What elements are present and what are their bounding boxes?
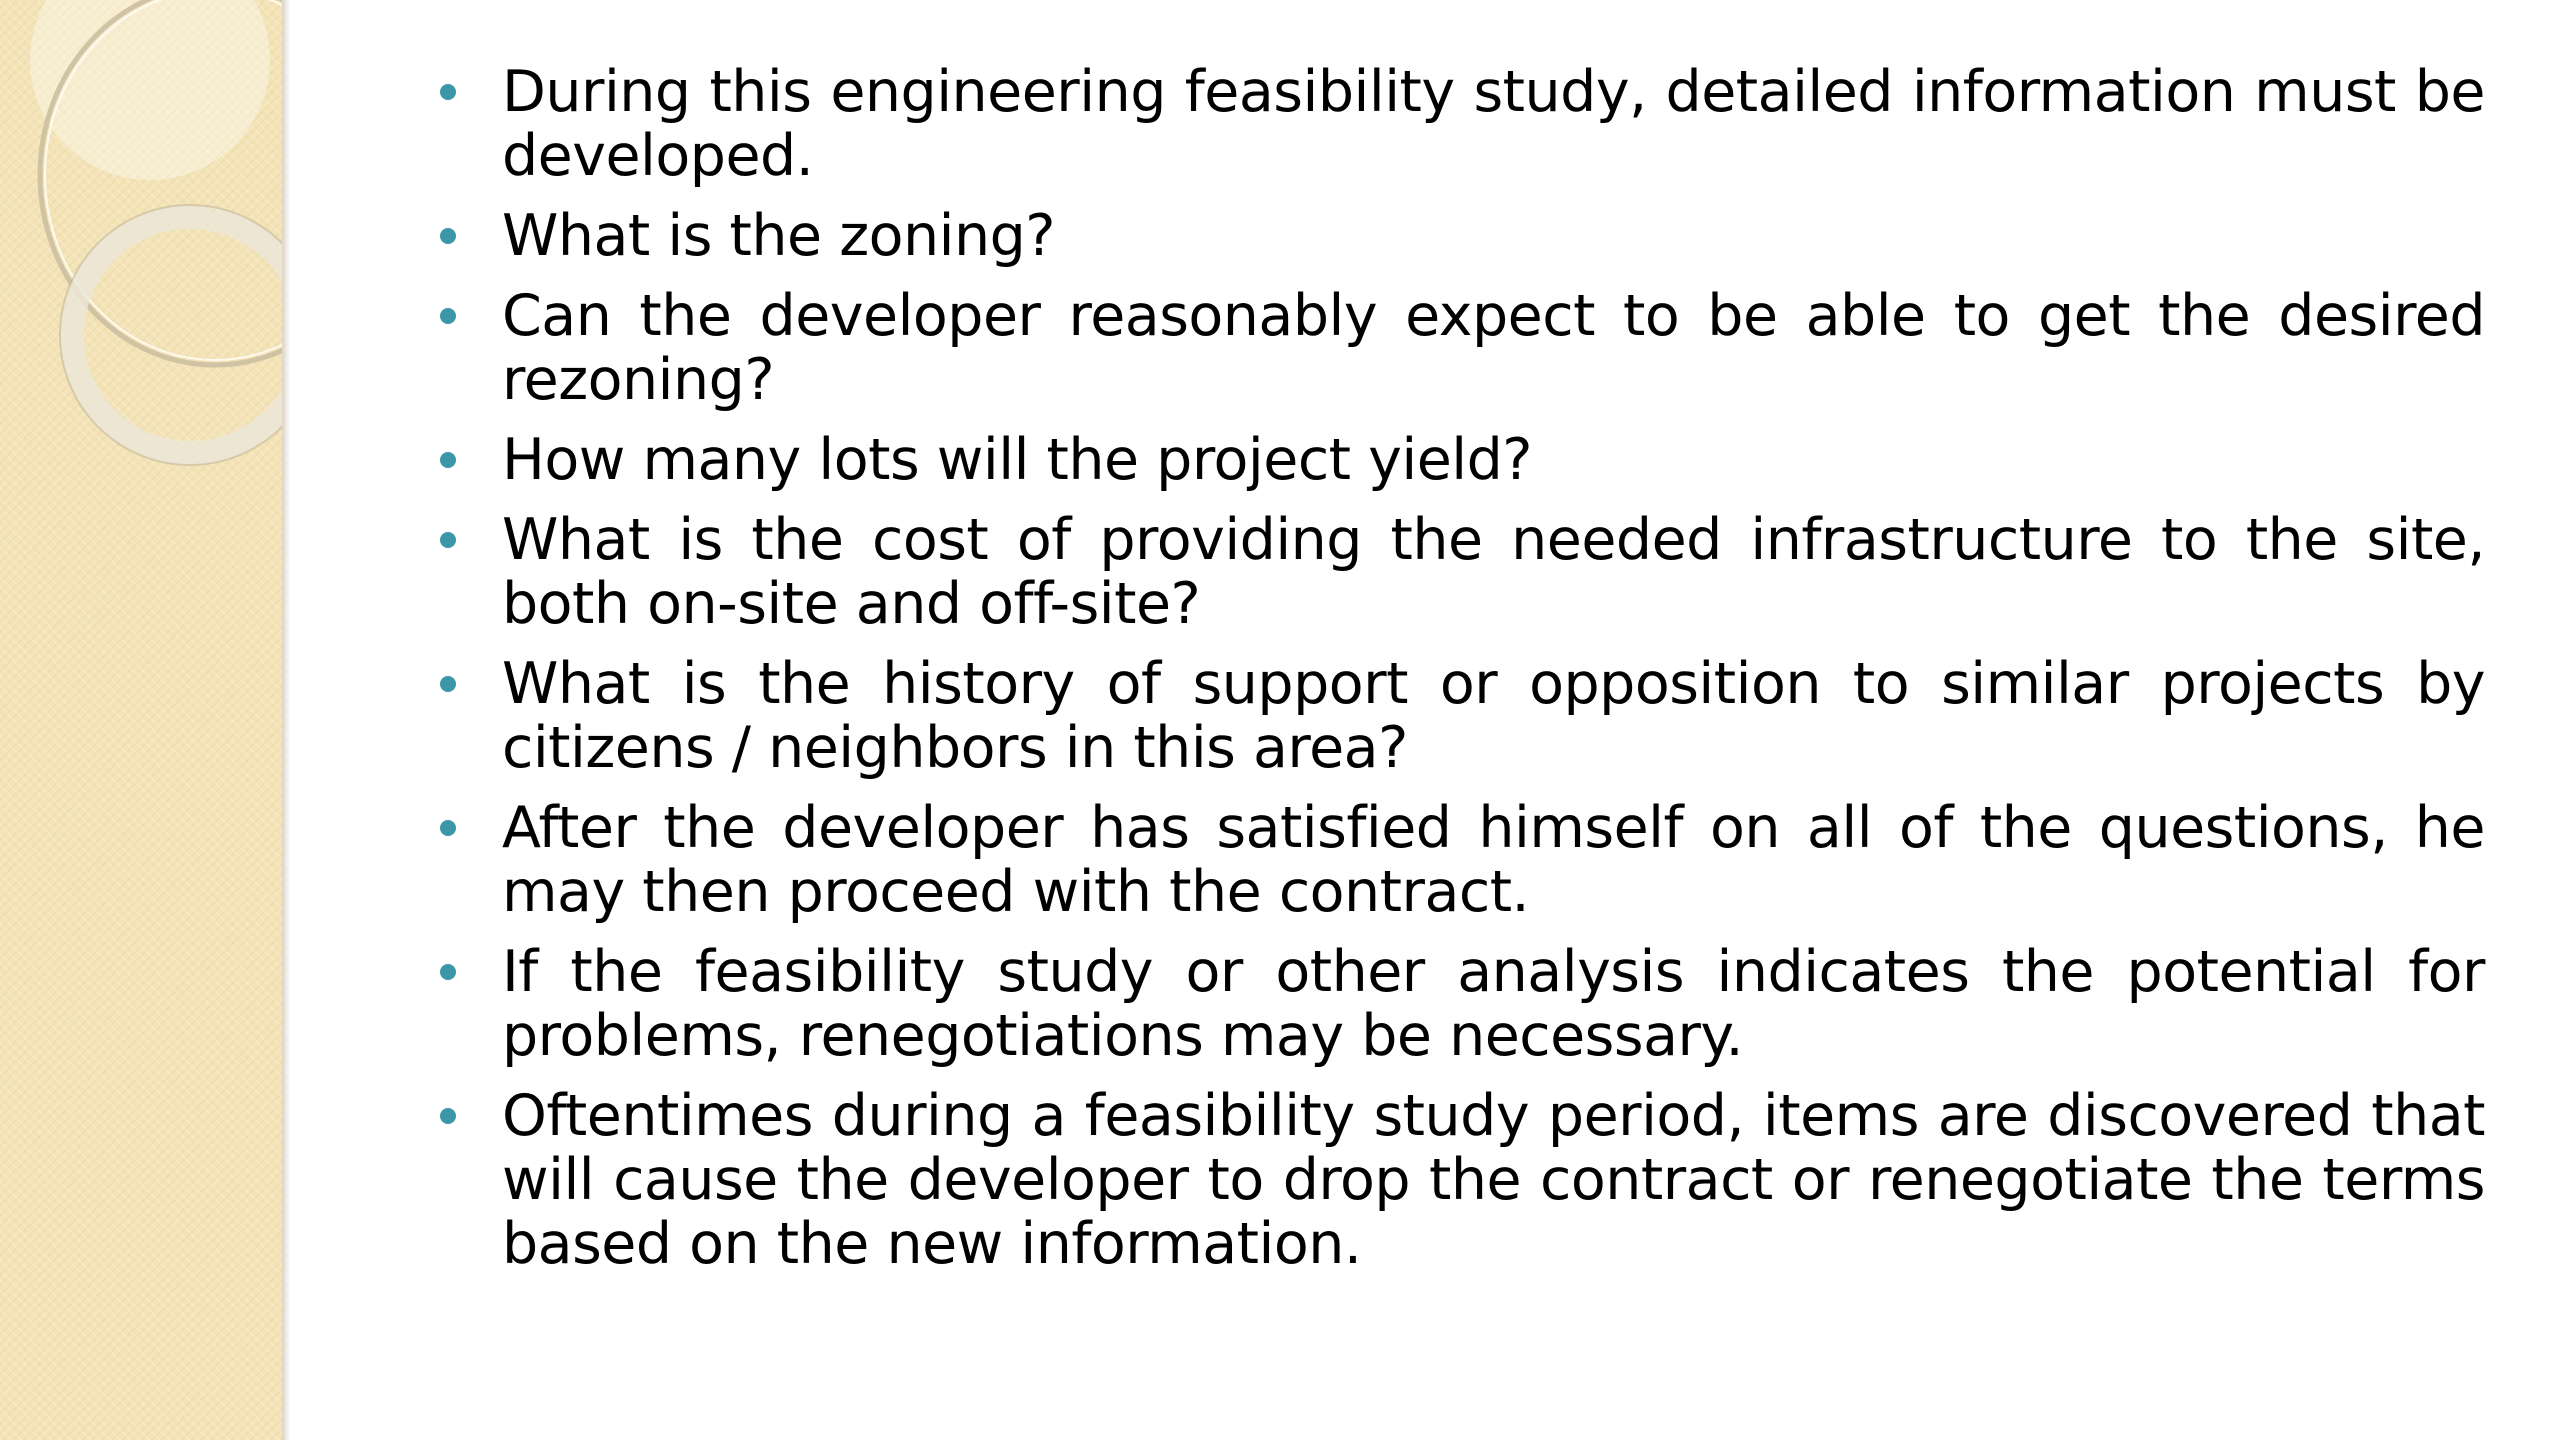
bullet-dot-icon	[440, 84, 456, 100]
bullet-item	[440, 60, 2485, 188]
bullet-item	[440, 1084, 2485, 1276]
bullet-text: After the developer has satisfied himself on all of the questions, he may then proceed with the contract.	[502, 795, 2485, 925]
bullet-text: What is the cost of providing the needed infrastructure to the site, both on-site and off-site?	[502, 507, 2485, 637]
bullet-text: What is the zoning?	[502, 203, 1056, 269]
bullet-dot-icon	[440, 964, 456, 980]
slide-content	[440, 60, 2485, 1292]
bullet-text: During this engineering feasibility study, detailed information must be developed.	[502, 59, 2485, 189]
bullet-text: How many lots will the project yield?	[502, 427, 1533, 493]
ring-ornament	[0, 0, 282, 520]
bullet-item	[440, 284, 2485, 412]
bullet-item	[440, 940, 2485, 1068]
bullet-dot-icon	[440, 532, 456, 548]
panel-edge-shadow	[282, 0, 290, 1440]
bullet-text: Oftentimes during a feasibility study period, items are discovered that will cause the developer to drop the contract or renegotiate the terms based on the new information.	[502, 1083, 2485, 1277]
bullet-text: What is the history of support or opposition to similar projects by citizens / neighbors in this area?	[502, 651, 2485, 781]
bullet-item	[440, 428, 2485, 492]
bullet-text: If the feasibility study or other analysis indicates the potential for problems, renegotiations may be necessary.	[502, 939, 2485, 1069]
bullet-dot-icon	[440, 676, 456, 692]
bullet-dot-icon	[440, 1108, 456, 1124]
bullet-dot-icon	[440, 228, 456, 244]
bullet-list	[440, 60, 2485, 1276]
bullet-item	[440, 508, 2485, 636]
decorative-side-panel	[0, 0, 282, 1440]
bullet-dot-icon	[440, 820, 456, 836]
bullet-text: Can the developer reasonably expect to be able to get the desired rezoning?	[502, 283, 2485, 413]
bullet-item	[440, 796, 2485, 924]
bullet-dot-icon	[440, 452, 456, 468]
bullet-dot-icon	[440, 308, 456, 324]
bullet-item	[440, 652, 2485, 780]
bullet-item	[440, 204, 2485, 268]
